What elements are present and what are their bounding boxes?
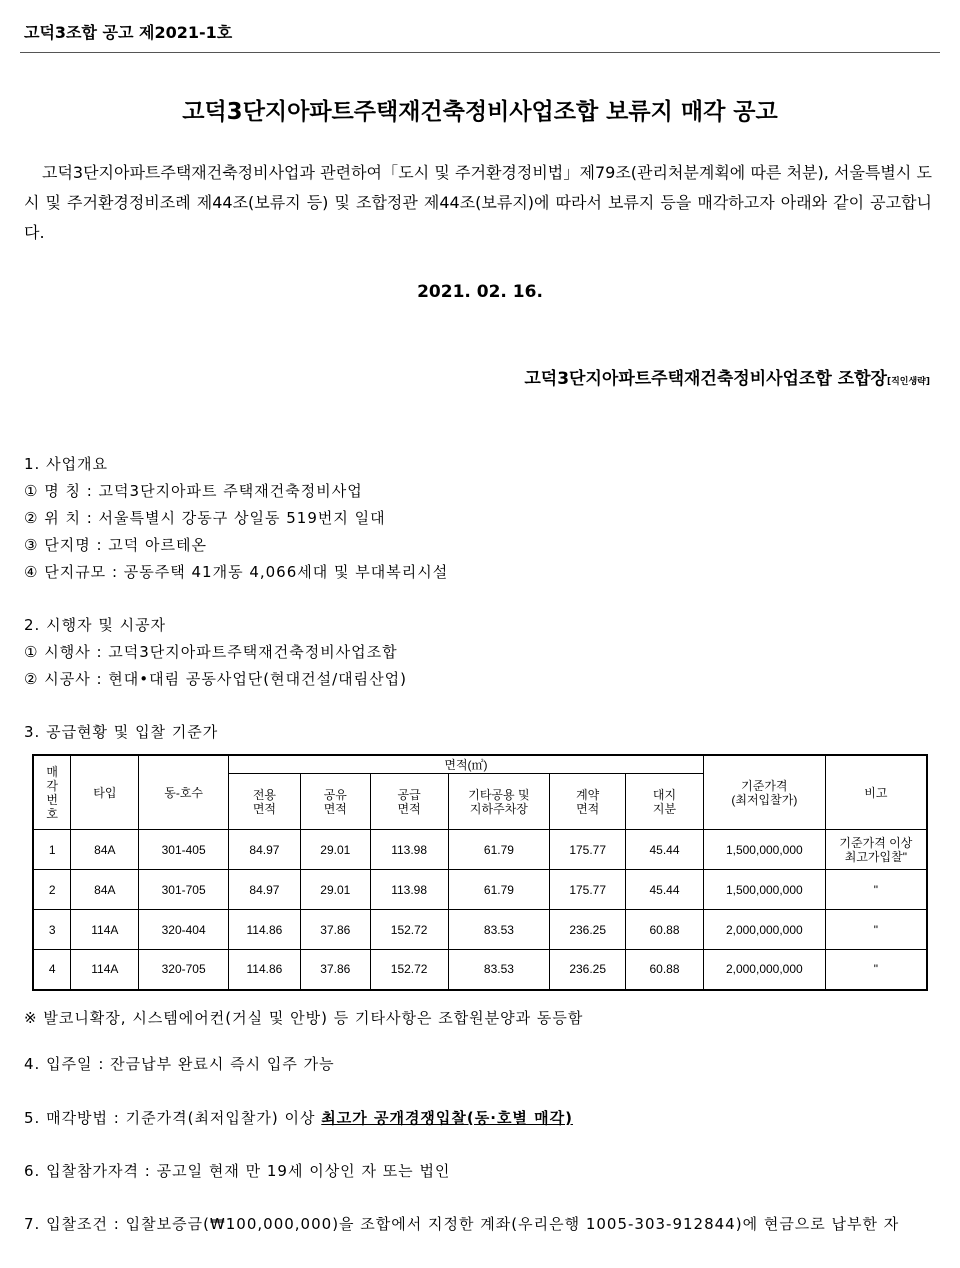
table-cell: 114.86 bbox=[229, 910, 301, 950]
table-cell: 301-405 bbox=[139, 830, 229, 870]
table-cell: 114A bbox=[71, 910, 139, 950]
table-cell: 1,500,000,000 bbox=[703, 870, 825, 910]
section2-item: ① 시행사 : 고덕3단지아파트주택재건축정비사업조합 bbox=[24, 643, 398, 661]
table-cell: 45.44 bbox=[626, 830, 704, 870]
table-cell: 84A bbox=[71, 830, 139, 870]
col-price: 기준가격 (최저입찰가) bbox=[703, 755, 825, 830]
col-sale-no-label: 매각번호 bbox=[46, 764, 58, 821]
table-cell: 3 bbox=[33, 910, 71, 950]
notice-date: 2021. 02. 16. bbox=[417, 282, 543, 302]
section5-text bbox=[24, 1107, 573, 1128]
table-cell: 29.01 bbox=[300, 870, 370, 910]
table-cell: 175.77 bbox=[550, 870, 626, 910]
signer bbox=[524, 364, 930, 389]
section7-text: 7. 입찰조건 : 입찰보증금(₩100,000,000)을 조합에서 지정한 계좌(우리은행 1005-303-912844)에 현금으로 납부한 자 bbox=[24, 1215, 900, 1233]
intro-paragraph: 고덕3단지아파트주택재건축정비사업과 관련하여「도시 및 주거환경정비법」제79조(관리처분계획에 따른 처분), 서울특별시 도시 및 주거환경정비조례 제44조(보류지 등) 및 조합정관 제44조(보류지)에 따라서 보류지 등을 매각하고자 아래와 같이 공고합니다. bbox=[24, 163, 932, 242]
table-cell: " bbox=[825, 950, 927, 990]
section6-text: 6. 입찰참가자격 : 공고일 현재 만 19세 이상인 자 또는 법인 bbox=[24, 1162, 451, 1180]
notice-number: 고덕3조합 공고 제2021-1호 bbox=[24, 23, 233, 42]
col-area-group: 면적(㎡) bbox=[229, 755, 704, 774]
table-cell: 1,500,000,000 bbox=[703, 830, 825, 870]
supply-table bbox=[32, 754, 928, 991]
col-sale-no bbox=[33, 755, 71, 830]
table-cell: 301-705 bbox=[139, 870, 229, 910]
table-cell: 45.44 bbox=[626, 870, 704, 910]
section1-heading: 1. 사업개요 bbox=[24, 455, 109, 473]
signer-name: 고덕3단지아파트주택재건축정비사업조합 조합장 bbox=[524, 369, 887, 389]
col-type: 타입 bbox=[71, 755, 139, 830]
table-footnote: ※ 발코니확장, 시스템에어컨(거실 및 안방) 등 기타사항은 조합원분양과 동등함 bbox=[24, 1009, 584, 1027]
table-cell: 61.79 bbox=[448, 870, 550, 910]
table-row bbox=[33, 950, 927, 990]
col-area-sub: 대지 지분 bbox=[626, 774, 704, 830]
col-area-sub: 공유 면적 bbox=[300, 774, 370, 830]
section3-heading: 3. 공급현황 및 입찰 기준가 bbox=[24, 723, 219, 741]
table-cell: 60.88 bbox=[626, 910, 704, 950]
section2-heading: 2. 시행자 및 시공자 bbox=[24, 616, 167, 634]
col-area-sub: 계약 면적 bbox=[550, 774, 626, 830]
table-row bbox=[33, 910, 927, 950]
table-cell: 61.79 bbox=[448, 830, 550, 870]
table-cell: 2,000,000,000 bbox=[703, 950, 825, 990]
header-divider bbox=[20, 52, 940, 53]
table-cell: " bbox=[825, 910, 927, 950]
table-cell: 113.98 bbox=[370, 830, 448, 870]
section4-text: 4. 입주일 : 잔금납부 완료시 즉시 입주 가능 bbox=[24, 1055, 335, 1073]
table-cell: 84A bbox=[71, 870, 139, 910]
signer-stamp: [직인생략] bbox=[886, 377, 930, 387]
page-title: 고덕3단지아파트주택재건축정비사업조합 보류지 매각 공고 bbox=[182, 99, 778, 125]
table-cell: 83.53 bbox=[448, 950, 550, 990]
table-cell: 4 bbox=[33, 950, 71, 990]
table-cell: 84.97 bbox=[229, 870, 301, 910]
table-cell: 2,000,000,000 bbox=[703, 910, 825, 950]
section5-emphasis: 최고가 공개경쟁입찰(동·호별 매각) bbox=[321, 1109, 573, 1127]
table-cell: 37.86 bbox=[300, 950, 370, 990]
col-unit: 동-호수 bbox=[139, 755, 229, 830]
section1-item: ④ 단지규모 : 공동주택 41개동 4,066세대 및 부대복리시설 bbox=[24, 563, 449, 581]
col-note: 비고 bbox=[825, 755, 927, 830]
table-cell: 60.88 bbox=[626, 950, 704, 990]
col-area-sub: 기타공용 및 지하주차장 bbox=[448, 774, 550, 830]
table-cell: 236.25 bbox=[550, 950, 626, 990]
table-cell: 2 bbox=[33, 870, 71, 910]
table-cell: 236.25 bbox=[550, 910, 626, 950]
col-area-sub: 전용 면적 bbox=[229, 774, 301, 830]
table-cell: 152.72 bbox=[370, 910, 448, 950]
table-cell: 114A bbox=[71, 950, 139, 990]
table-cell: 320-404 bbox=[139, 910, 229, 950]
table-row bbox=[33, 870, 927, 910]
table-cell: 114.86 bbox=[229, 950, 301, 990]
table-cell: 29.01 bbox=[300, 830, 370, 870]
table-cell: " bbox=[825, 870, 927, 910]
section1-item: ② 위 치 : 서울특별시 강동구 상일동 519번지 일대 bbox=[24, 509, 386, 527]
table-cell: 113.98 bbox=[370, 870, 448, 910]
table-cell: 175.77 bbox=[550, 830, 626, 870]
table-cell: 37.86 bbox=[300, 910, 370, 950]
section2-item: ② 시공사 : 현대•대림 공동사업단(현대건설/대림산업) bbox=[24, 670, 407, 688]
section1-item: ① 명 칭 : 고덕3단지아파트 주택재건축정비사업 bbox=[24, 482, 363, 500]
table-row bbox=[33, 830, 927, 870]
table-cell: 320-705 bbox=[139, 950, 229, 990]
table-cell: 84.97 bbox=[229, 830, 301, 870]
section1-item: ③ 단지명 : 고덕 아르테온 bbox=[24, 536, 207, 554]
col-area-sub: 공급 면적 bbox=[370, 774, 448, 830]
table-cell: 1 bbox=[33, 830, 71, 870]
table-cell: 기준가격 이상 최고가입찰" bbox=[825, 830, 927, 870]
table-cell: 152.72 bbox=[370, 950, 448, 990]
table-cell: 83.53 bbox=[448, 910, 550, 950]
section5-prefix: 5. 매각방법 : 기준가격(최저입찰가) 이상 bbox=[24, 1109, 322, 1127]
